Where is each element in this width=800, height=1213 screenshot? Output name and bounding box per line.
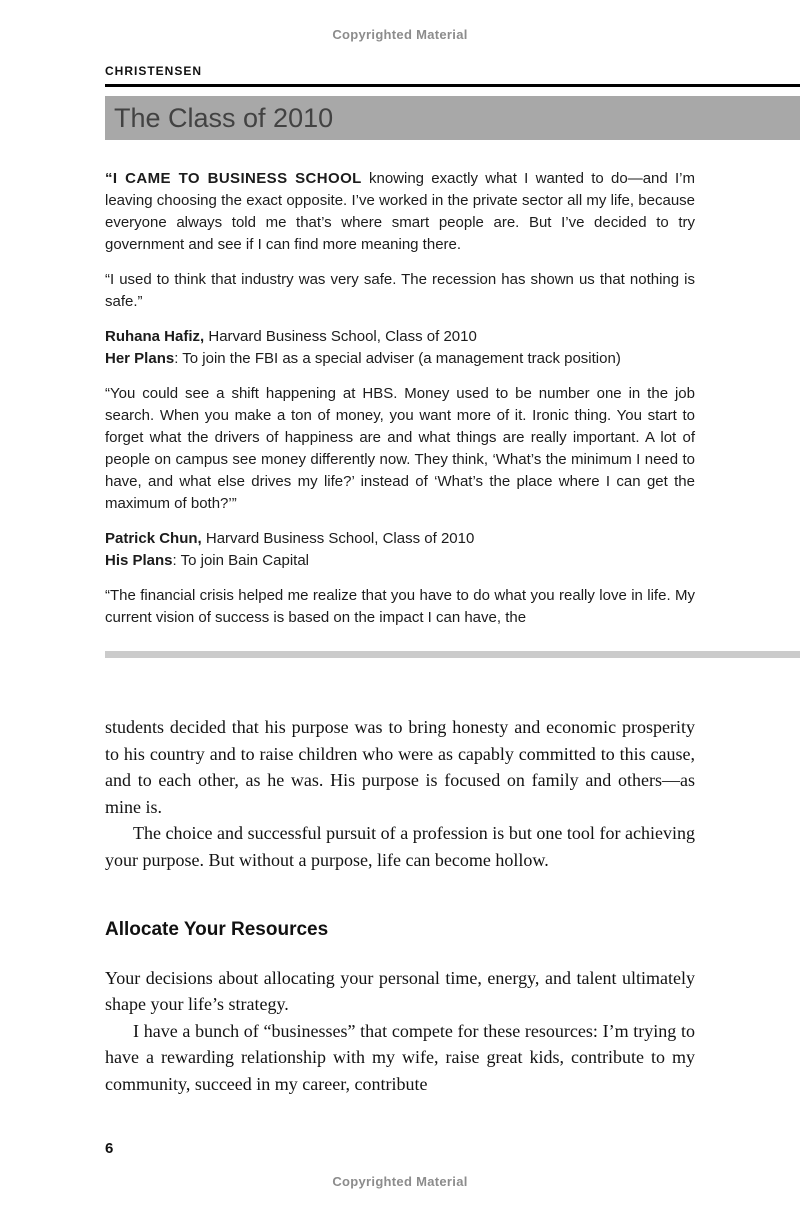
copyright-notice-top: Copyrighted Material xyxy=(332,27,468,42)
attribution-2-affiliation: Harvard Business School, Class of 2010 xyxy=(201,530,475,547)
book-body-section xyxy=(105,714,695,1097)
copyright-notice-bottom: Copyrighted Material xyxy=(332,1174,468,1189)
attribution-1-affiliation: Harvard Business School, Class of 2010 xyxy=(204,328,477,345)
body-paragraph-3: Your decisions about allocating your personal time, energy, and talent ultimately shape your life’s strategy. xyxy=(105,967,695,1014)
section-heading: Allocate Your Resources xyxy=(105,919,329,940)
excerpt-paragraph-3: “You could see a shift happening at HBS. Money used to be number one in the job search. When you make a ton of money, you want more of it. Ironic thing. You start to forget what the drivers of happiness are and what things are really important. A lot of people on campus see money differently now. They think, ‘What’s the minimum I need to have, and what else drives my life?’ instead of ‘What’s the place where I can get the maximum of both?’” xyxy=(105,385,695,512)
page-content xyxy=(0,64,800,1097)
excerpt-paragraph-4: “The financial crisis helped me realize that you have to do what you really love in life. My current vision of success is based on the impact I can have, the xyxy=(105,587,695,626)
attribution-2-plans-line xyxy=(105,550,695,572)
excerpt-paragraph-1 xyxy=(105,168,695,256)
section-divider xyxy=(105,651,800,658)
excerpt-p1-rest: knowing exactly what I wanted to do—and I’m leaving choosing the exact opposite. I’ve worked in the private sector all my life, because everyone always told me that’s where smart people are. But I’ve decided to try government and see if I can find more meaning there. xyxy=(105,170,695,253)
attribution-1-name-line xyxy=(105,326,695,348)
attribution-2-plans-text: : To join Bain Capital xyxy=(172,552,310,569)
attribution-2-plans-label: His Plans xyxy=(105,552,173,569)
chapter-title-banner xyxy=(105,96,800,140)
page-number: 6 xyxy=(105,1140,114,1157)
attribution-1-plans-line xyxy=(105,348,695,370)
body-paragraph-1: students decided that his purpose was to bring honesty and economic prosperity to his country and to raise children who were as capably committed to this cause, and to each other, as he was. His purpose is focused on family and others—as mine is. xyxy=(105,717,695,817)
body-paragraph-4: I have a bunch of “businesses” that compete for these resources: I’m trying to have a rewarding relationship with my wife, raise great kids, contribute to my community, succeed in my career, contribute xyxy=(105,1020,695,1094)
header-rule xyxy=(105,84,800,87)
excerpt-p1-lead: “I CAME TO BUSINESS SCHOOL xyxy=(105,170,362,187)
body-paragraph-2: The choice and successful pursuit of a profession is but one tool for achieving your purpose. But without a purpose, life can become hollow. xyxy=(105,823,695,870)
chapter-title: The Class of 2010 xyxy=(114,102,334,133)
attribution-1-plans-text: : To join the FBI as a special adviser (a management track position) xyxy=(174,350,621,367)
attribution-1-plans-label: Her Plans xyxy=(105,350,175,367)
running-header-author: CHRISTENSEN xyxy=(105,64,203,78)
attribution-2-name: Patrick Chun, xyxy=(105,530,202,547)
excerpt-paragraph-2: “I used to think that industry was very safe. The recession has shown us that nothing is safe.” xyxy=(105,271,695,310)
attribution-1-name: Ruhana Hafiz, xyxy=(105,328,205,345)
excerpt-section xyxy=(105,168,695,629)
attribution-2-name-line xyxy=(105,528,695,550)
